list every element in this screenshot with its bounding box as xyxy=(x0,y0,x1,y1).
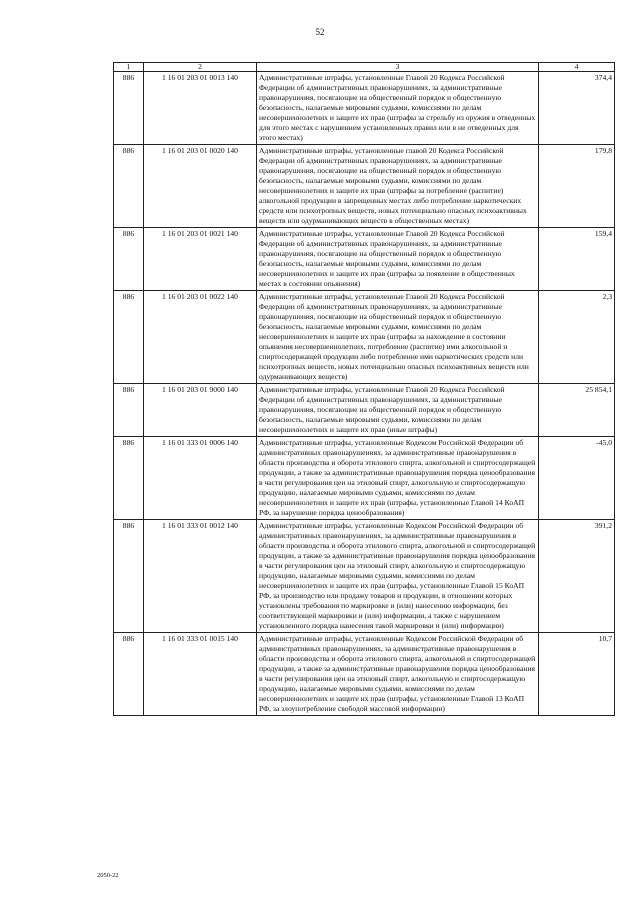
table-row xyxy=(114,72,615,145)
table-header-row xyxy=(114,63,615,72)
amount-cell: 10,7 xyxy=(539,633,615,716)
admin-code-cell: 886 xyxy=(114,291,144,384)
admin-code-cell: 886 xyxy=(114,72,144,145)
kbk-code-cell: 1 16 01 333 01 0012 140 xyxy=(144,520,257,633)
table-row xyxy=(114,145,615,228)
column-header-1: 1 xyxy=(114,63,144,72)
description-cell: Административные штрафы, установленные Главой 20 Кодекса Российской Федерации об административных правонарушениях, за административные правонарушения, посягающие на общественный порядок и общественную безопасность, налагаемые мировыми судьями, комиссиями по делам несовершеннолетних и защите их прав (штрафы за стрельбу из оружия в отведенных для этого местах с нарушением установленных правил или в не отведенных для этого местах) xyxy=(257,72,539,145)
description-cell: Административные штрафы, установленные Кодексом Российской Федерации об административных правонарушениях, за административные правонарушения в области производства и оборота этилового спирта, алкогольной и спиртосодержащей продукции, а также за административные правонарушения порядка ценообразования в части регулирования цен на этиловый спирт, алкогольную и спиртосодержащую продукцию, налагаемые мировыми судьями, комиссиями по делам несовершеннолетних и защите их прав (штрафы, установленные Главой 13 КоАП РФ, за злоупотребление свободой массовой информации) xyxy=(257,633,539,716)
admin-code-cell: 886 xyxy=(114,633,144,716)
table-row xyxy=(114,520,615,633)
kbk-code-cell: 1 16 01 203 01 0021 140 xyxy=(144,228,257,291)
kbk-code-cell: 1 16 01 203 01 9000 140 xyxy=(144,384,257,437)
amount-cell: 374,4 xyxy=(539,72,615,145)
kbk-code-cell: 1 16 01 333 01 0015 140 xyxy=(144,633,257,716)
description-cell: Административные штрафы, установленные Главой 20 Кодекса Российской Федерации об административных правонарушениях, за административные правонарушения, посягающие на общественный порядок и общественную безопасность, налагаемые мировыми судьями, комиссиями по делам несовершеннолетних и защите их прав (иные штрафы) xyxy=(257,384,539,437)
description-cell: Административные штрафы, установленные Кодексом Российской Федерации об административных правонарушениях, за административные правонарушения в области производства и оборота этилового спирта, алкогольной и спиртосодержащей продукции, а также за административные правонарушения порядка ценообразования в части регулирования цен на этиловый спирт, алкогольную и спиртосодержащую продукцию, налагаемые мировыми судьями, комиссиями по делам несовершеннолетних и защите их прав (штрафы, установленные Главой 15 КоАП РФ, за производство или продажу товаров и продукции, в отношении которых установлены требования по маркировке и (или) нанесению информации, без соответствующей маркировки и (или) информации, а также с нарушением установленного порядка нанесения такой маркировки и (или) информации) xyxy=(257,520,539,633)
amount-cell: 25 854,1 xyxy=(539,384,615,437)
admin-code-cell: 886 xyxy=(114,145,144,228)
revenue-table xyxy=(113,62,615,716)
table-row xyxy=(114,384,615,437)
kbk-code-cell: 1 16 01 203 01 0013 140 xyxy=(144,72,257,145)
page-number: 52 xyxy=(315,27,325,37)
admin-code-cell: 886 xyxy=(114,228,144,291)
table-row xyxy=(114,291,615,384)
column-header-2: 2 xyxy=(144,63,257,72)
kbk-code-cell: 1 16 01 203 01 0022 140 xyxy=(144,291,257,384)
column-header-4: 4 xyxy=(539,63,615,72)
amount-cell: -45,0 xyxy=(539,437,615,520)
column-header-3: 3 xyxy=(257,63,539,72)
kbk-code-cell: 1 16 01 203 01 0020 140 xyxy=(144,145,257,228)
table-row xyxy=(114,437,615,520)
description-cell: Административные штрафы, установленные Главой 20 Кодекса Российской Федерации об административных правонарушениях, за административные правонарушения, посягающие на общественный порядок и общественную безопасность, налагаемые мировыми судьями, комиссиями по делам несовершеннолетних и защите их прав (штрафы за появление в общественных местах в состоянии опьянения) xyxy=(257,228,539,291)
admin-code-cell: 886 xyxy=(114,384,144,437)
document-footer-code: 2050-22 xyxy=(97,872,119,879)
admin-code-cell: 886 xyxy=(114,520,144,633)
amount-cell: 159,4 xyxy=(539,228,615,291)
table-row xyxy=(114,228,615,291)
amount-cell: 179,8 xyxy=(539,145,615,228)
description-cell: Административные штрафы, установленные Кодексом Российской Федерации об административных правонарушениях, за административные правонарушения в области производства и оборота этилового спирта, алкогольной и спиртосодержащей продукции, а также за административные правонарушения порядка ценообразования в части регулирования цен на этиловый спирт, алкогольную и спиртосодержащую продукцию, налагаемые мировыми судьями, комиссиями по делам несовершеннолетних и защите их прав (штрафы, установленные Главой 14 КоАП РФ, за нарушение порядка ценообразования) xyxy=(257,437,539,520)
description-cell: Административные штрафы, установленные главой 20 Кодекса Российской Федерации об административных правонарушениях, за административные правонарушения, посягающие на общественный порядок и общественную безопасность, налагаемые мировыми судьями, комиссиями по делам несовершеннолетних и защите их прав (штрафы за потребление (распитие) алкогольной продукции в запрещенных местах либо потребление наркотических средств или психотропных веществ, новых потенциально опасных психоактивных веществ или одурманивающих веществ в общественных местах) xyxy=(257,145,539,228)
amount-cell: 2,3 xyxy=(539,291,615,384)
description-cell: Административные штрафы, установленные Главой 20 Кодекса Российской Федерации об административных правонарушениях, за административные правонарушения, посягающие на общественный порядок и общественную безопасность, налагаемые мировыми судьями, комиссиями по делам несовершеннолетних и защите их прав (штрафы за нахождение в состоянии опьянения несовершеннолетних, потребление (распитие) ими алкогольной и спиртосодержащей продукции либо потребление ими наркотических средств или психотропных веществ, новых потенциально опасных психоактивных веществ или одурманивающих веществ) xyxy=(257,291,539,384)
kbk-code-cell: 1 16 01 333 01 0006 140 xyxy=(144,437,257,520)
admin-code-cell: 886 xyxy=(114,437,144,520)
table-row xyxy=(114,633,615,716)
amount-cell: 391,2 xyxy=(539,520,615,633)
